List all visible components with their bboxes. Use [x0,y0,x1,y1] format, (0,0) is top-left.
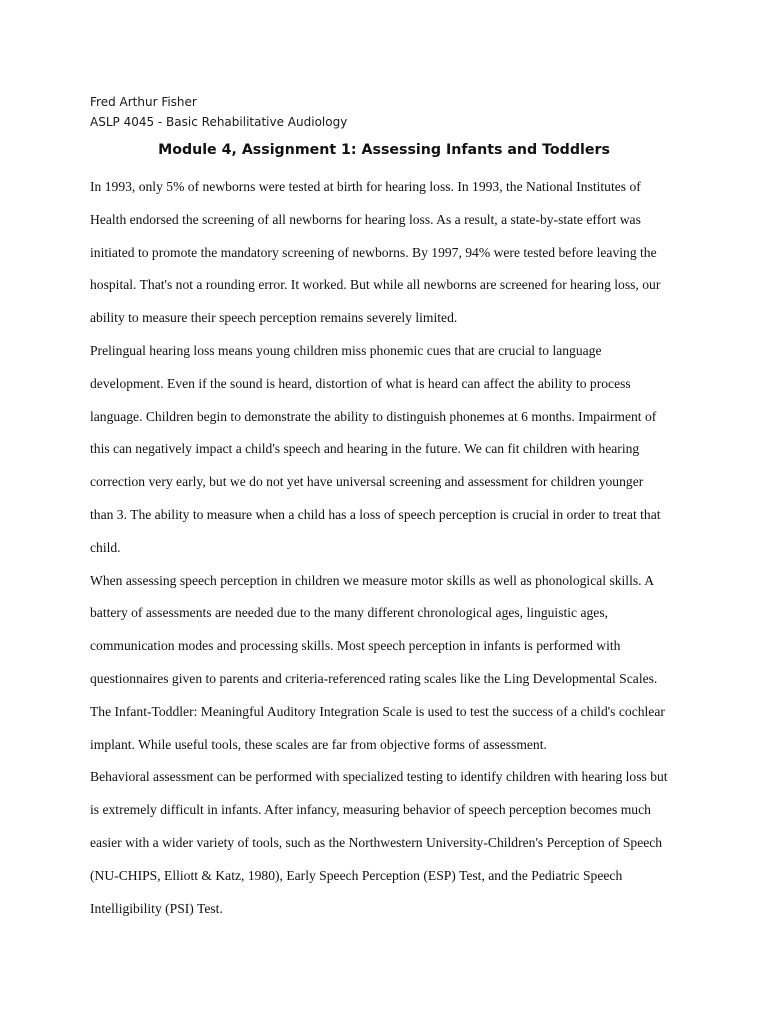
text-line: initiated to promote the mandatory screening of newborns. By 1997, 94% were tested before leaving the [90,244,657,260]
text-line: Intelligibility (PSI) Test. [90,900,223,916]
text-line: development. Even if the sound is heard, distortion of what is heard can affect the ability to process [90,375,631,391]
text-line: In 1993, only 5% of newborns were tested at birth for hearing loss. In 1993, the National Institutes of [90,179,641,194]
text-line: implant. While useful tools, these scales are far from objective forms of assessment. [90,736,547,752]
text-line: Health endorsed the screening of all newborns for hearing loss. As a result, a state-by-state effort was [90,211,641,227]
text-line: this can negatively impact a child's speech and hearing in the future. We can fit children with hearing [90,441,640,457]
text-line: The Infant-Toddler: Meaningful Auditory Integration Scale is used to test the success of a child's cochlear [90,703,665,719]
paragraph [90,761,690,925]
paragraph [90,335,690,565]
text-line: Prelingual hearing loss means young children miss phonemic cues that are crucial to language [90,342,602,358]
text-line: correction very early, but we do not yet have universal screening and assessment for children younger [90,474,644,490]
text-line: When assessing speech perception in children we measure motor skills as well as phonological skills. A [90,572,655,588]
paragraph [90,171,690,335]
text-line: Behavioral assessment can be performed with specialized testing to identify children with hearing loss but [90,769,668,785]
author-name: Fred Arthur Fisher [90,95,197,109]
text-line: questionnaires given to parents and criteria-referenced rating scales like the Ling Developmental Scales. [90,670,658,686]
text-line: hospital. That's not a rounding error. It worked. But while all newborns are screened for hearing loss, our [90,277,661,293]
course-name: ASLP 4045 - Basic Rehabilitative Audiology [90,115,348,129]
document-header [90,92,347,132]
paragraph [90,565,690,762]
document-body [90,171,690,925]
text-line: battery of assessments are needed due to the many different chronological ages, linguistic ages, [90,605,609,621]
text-line: child. [90,539,121,555]
text-line: than 3. The ability to measure when a child has a loss of speech perception is crucial in order to treat that [90,506,661,522]
text-line: (NU-CHIPS, Elliott & Katz, 1980), Early Speech Perception (ESP) Test, and the Pediatric Speech [90,867,623,883]
document-title: Module 4, Assignment 1: Assessing Infants and Toddlers [158,142,610,158]
text-line: is extremely difficult in infants. After infancy, measuring behavior of speech perception becomes much [90,802,651,818]
text-line: language. Children begin to demonstrate the ability to distinguish phonemes at 6 months. Impairment of [90,408,657,424]
text-line: easier with a wider variety of tools, such as the Northwestern University-Children's Perception of Speech [90,834,663,850]
text-line: communication modes and processing skills. Most speech perception in infants is performed with [90,638,621,654]
text-line: ability to measure their speech perception remains severely limited. [90,310,458,326]
